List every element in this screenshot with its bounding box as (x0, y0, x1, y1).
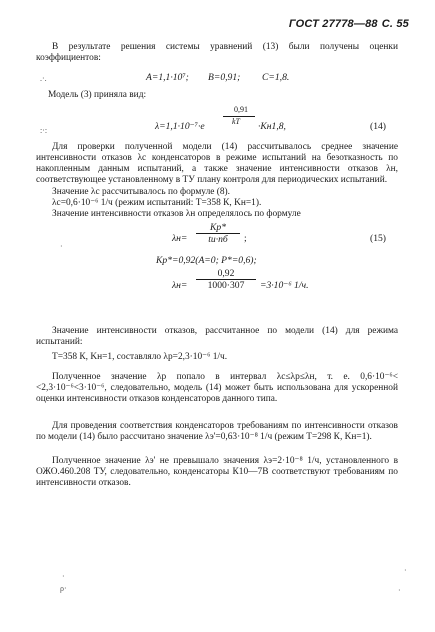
coef-c: C=1,8. (262, 72, 290, 83)
page-header (289, 18, 409, 30)
eq15-fraction (196, 222, 240, 245)
scan-speck: .·. (40, 74, 47, 83)
paragraph-results: В результате решения системы уравнений (13) были получены оценки коэффициентов: (36, 42, 398, 63)
eq15-lhs: λн= (172, 233, 188, 244)
eq15-numerator: Kр* (196, 222, 240, 234)
scan-speck: · (398, 586, 401, 595)
eq15c-rhs: =3·10⁻⁶ 1/ч. (260, 280, 309, 291)
eq15-end: ; (244, 233, 247, 244)
eq14-exp-num: 0,91 (234, 105, 248, 114)
paragraph-interval: Полученное значение λр попало в интервал λс≤λр≤λн, т. е. 0,6·10⁻⁶< <2,3·10⁻⁶<3·10⁻⁶, следовательно, модель (14) может быть использована для ускоренной оценки интенсивности отказов конденсаторов данного типа. (36, 372, 398, 404)
eq14-label: (14) (370, 121, 386, 132)
scan-speck: · (60, 242, 63, 251)
eq14-tail: ·Kн1,8, (258, 121, 286, 132)
paragraph-compliance: Для проведения соответствия конденсаторов требованиям по интенсивности отказов по модели (14) было рассчитано значение λэ'=0,63·10⁻⁸ 1/ч (режим T=298 К, Kн=1). (36, 421, 398, 442)
coef-b: B=0,91; (208, 72, 241, 83)
eq15-kp: Kр*=0,92(A=0; P*=0,6); (156, 255, 257, 266)
scan-speck: · (62, 572, 65, 581)
scan-speck: · (404, 566, 407, 575)
standard-number: ГОСТ 27778—88 (288, 18, 378, 30)
eq15-denominator: tи·nб (208, 234, 228, 245)
eq15c-fraction (196, 268, 256, 291)
eq14-exp-den: kT (232, 117, 240, 126)
eq15c-numerator: 0,92 (196, 268, 256, 280)
page-number: С. 55 (381, 18, 409, 30)
eq14-lhs: λ=1,1·10⁻⁷·e (155, 121, 205, 132)
paragraph-check: Для проверки полученной модели (14) рассчитывалось среднее значение интенсивности отказов λс конденсаторов в режиме испытаний на безотказность по накопленным данным испытаний, а также значение интенсивности отказов λн, соответствующее установленному в ТУ плану контроля для периодических испытаний. (36, 142, 398, 185)
paragraph-lambda-c-value: λс=0,6·10⁻⁶ 1/ч (режим испытаний: T=358 К, Kн=1). (52, 198, 262, 208)
paragraph-conclusion: Полученное значение λэ' не превышало значения λэ=2·10⁻⁸ 1/ч, установленного в ОЖО.460.208 ТУ, следовательно, конденсаторы К10—7В соответствуют требованиям по интенсивности отказов. (36, 456, 398, 488)
coef-a: A=1,1·10⁷; (146, 72, 189, 83)
paragraph-model: Модель (3) приняла вид: (48, 90, 147, 100)
paragraph-model-value: Значение интенсивности отказов, рассчитанное по модели (14) для режима испытаний: (36, 326, 398, 347)
paragraph-lambda-p: T=358 К, Kн=1, составляло λр=2,3·10⁻⁶ 1/ч. (52, 352, 228, 362)
paragraph-lambda-c-formula: Значение λс рассчитывалось по формуле (8). (52, 187, 231, 197)
eq15c-lhs: λн= (172, 280, 188, 291)
eq15-label: (15) (370, 233, 386, 244)
paragraph-lambda-n: Значение интенсивности отказов λн определялось по формуле (52, 209, 301, 219)
scan-speck: ρ· (60, 584, 67, 593)
scan-speck: :·: (40, 126, 48, 135)
eq15c-denominator: 1000·307 (207, 280, 245, 291)
